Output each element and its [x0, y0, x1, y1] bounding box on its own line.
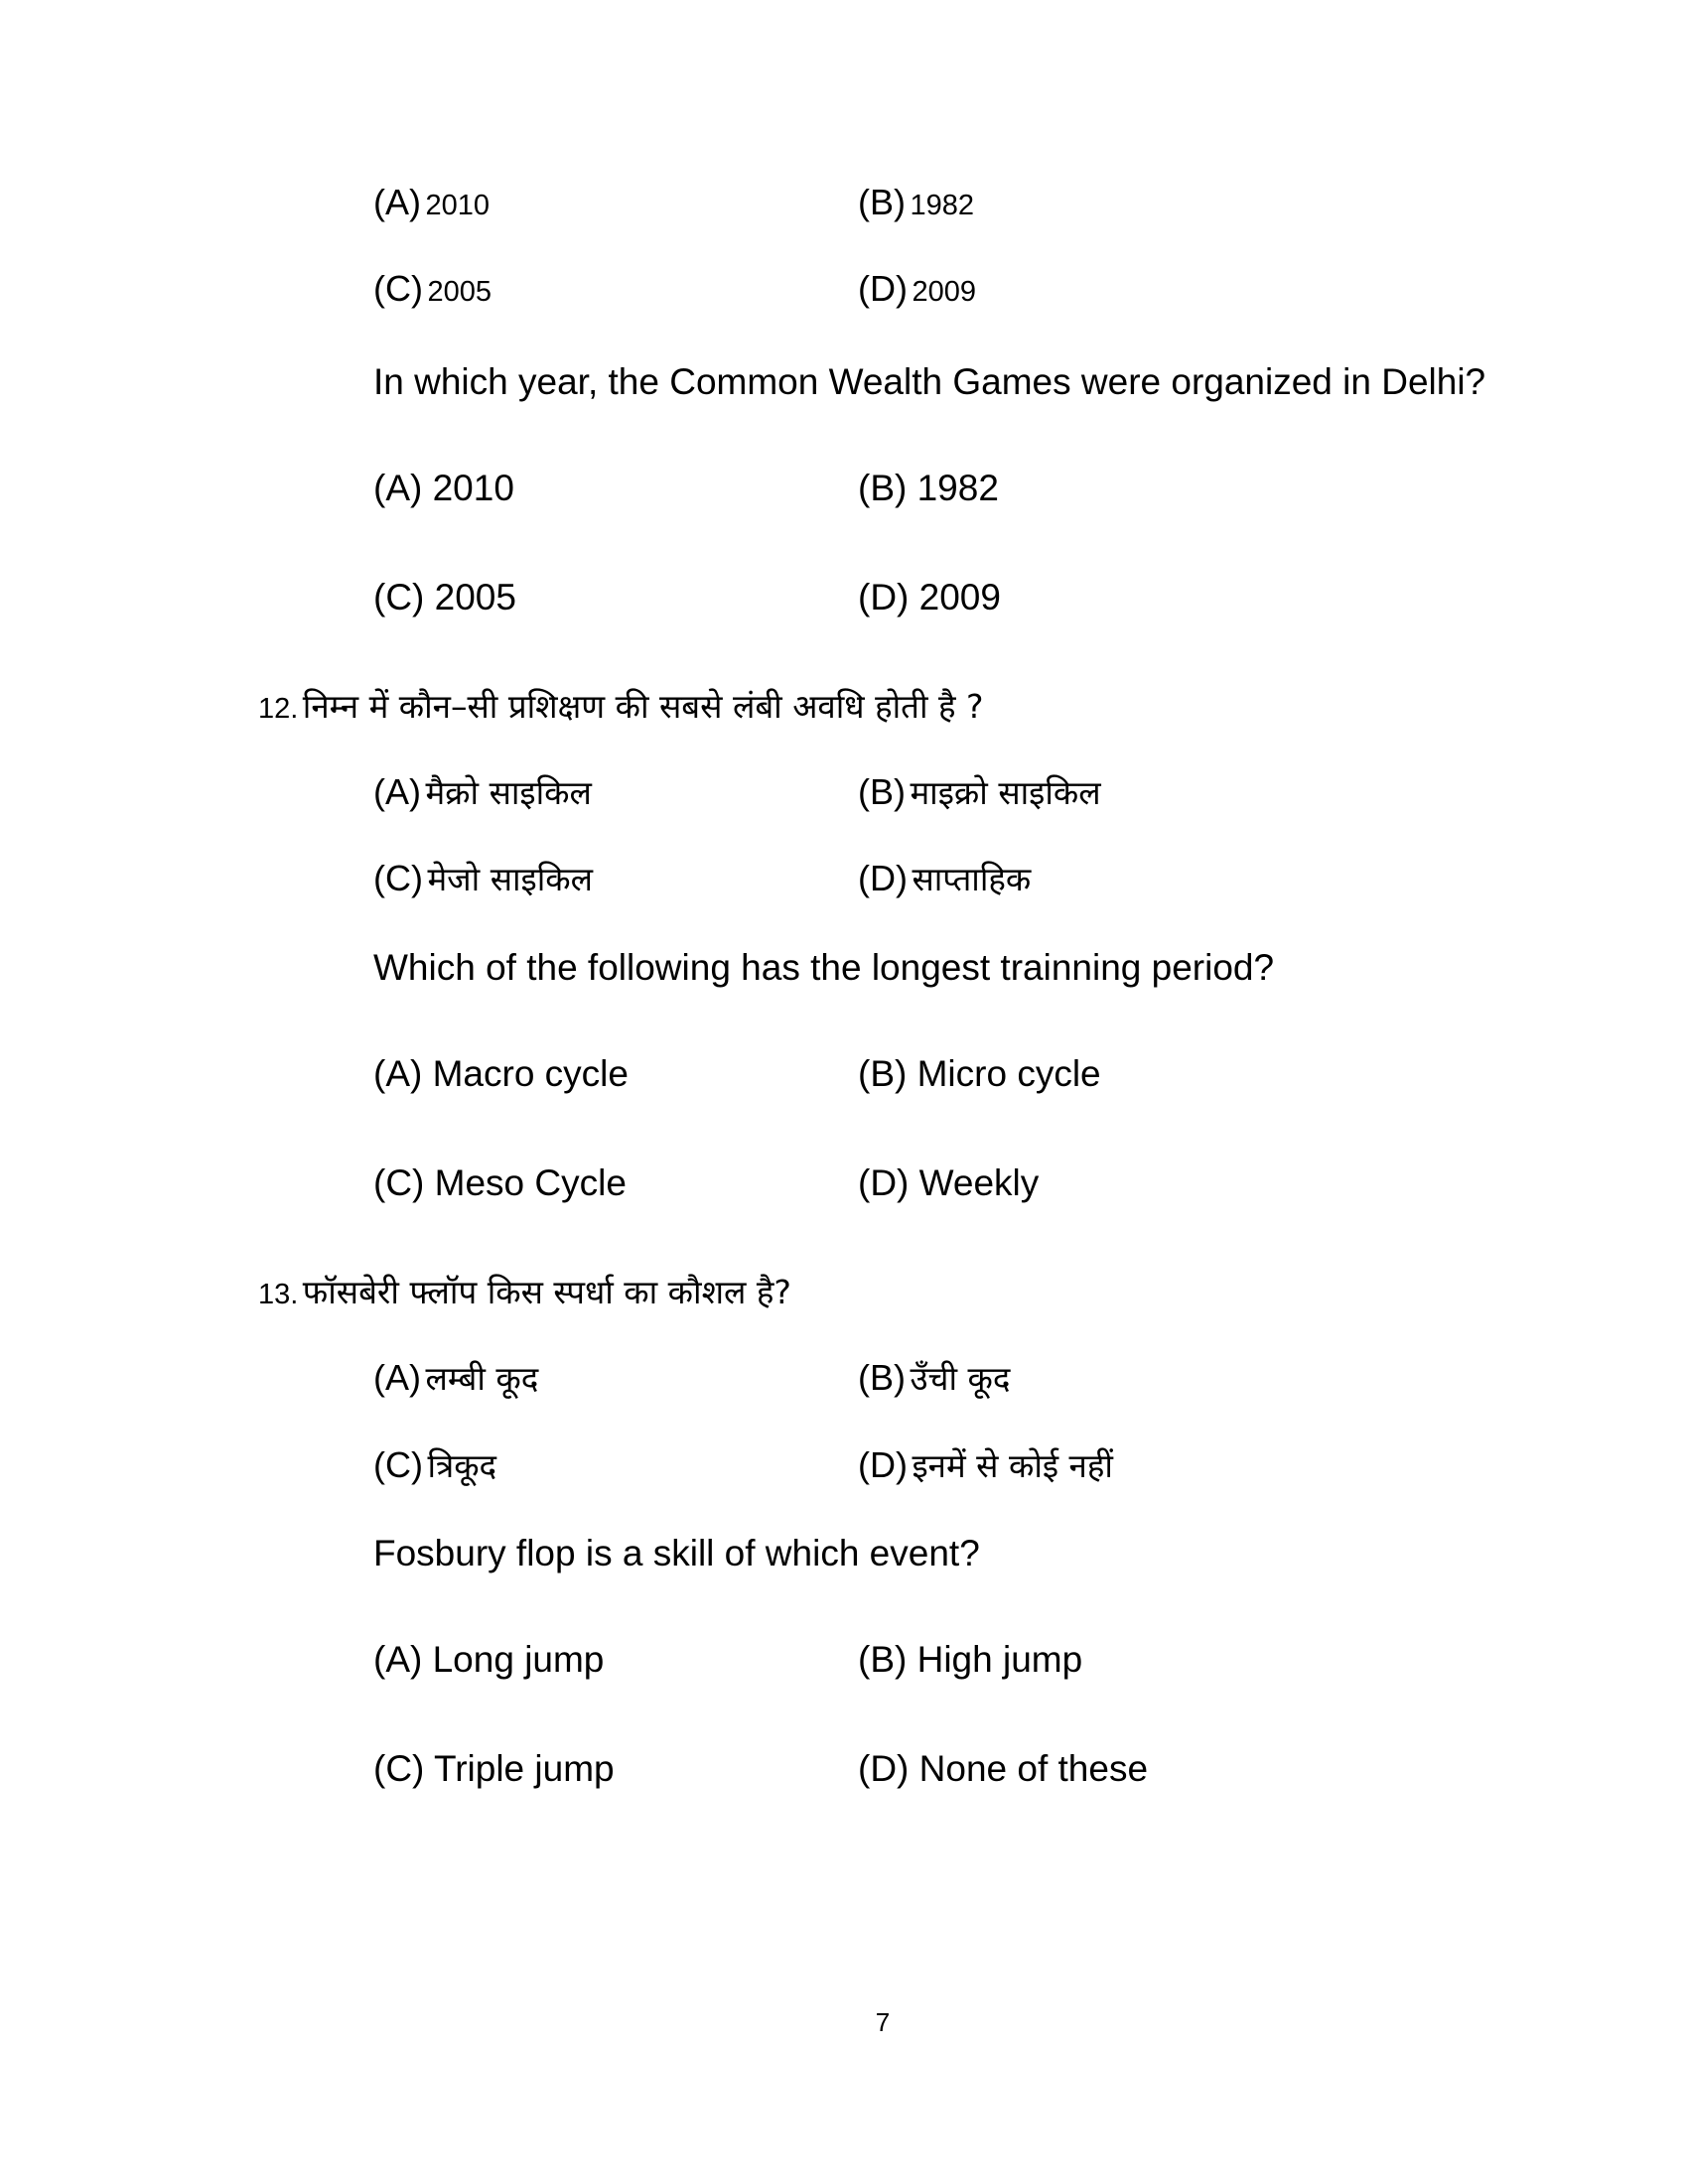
question-number: 12.: [258, 693, 299, 725]
option-b: [858, 1357, 1011, 1398]
question-number: 13.: [258, 1279, 299, 1310]
option-text: मेजो साइकिल: [427, 860, 594, 898]
option-label: (D): [858, 1444, 908, 1485]
option-text: मैक्रो साइकिल: [425, 773, 592, 812]
option-b: [858, 182, 974, 222]
option-row: [0, 1357, 1688, 1420]
option-a: [373, 771, 592, 812]
option-c: (C) Triple jump: [373, 1748, 615, 1789]
option-label: (A): [373, 182, 421, 222]
option-label: (A): [373, 771, 421, 812]
option-d: (D) 2009: [858, 577, 1001, 617]
option-text: साप्ताहिक: [912, 860, 1032, 898]
question-12-hindi: [258, 687, 984, 726]
option-a: (A) 2010: [373, 468, 514, 508]
option-text: त्रिकूद: [427, 1446, 497, 1485]
option-a: [373, 182, 490, 222]
option-c: (C) Meso Cycle: [373, 1162, 627, 1203]
option-row: [0, 579, 1688, 638]
option-text: 2005: [427, 276, 492, 308]
option-b: [858, 771, 1101, 812]
question-text-english: Which of the following has the longest trainning period?: [373, 947, 1275, 988]
option-row: [0, 1750, 1688, 1810]
option-row: [0, 1444, 1688, 1507]
option-c: [373, 1444, 497, 1485]
option-b: (B) Micro cycle: [858, 1053, 1101, 1094]
option-row: [0, 1055, 1688, 1115]
option-a: [373, 1357, 539, 1398]
option-a: (A) Long jump: [373, 1639, 605, 1680]
question-text-english: Fosbury flop is a skill of which event?: [373, 1533, 980, 1573]
option-row: [0, 771, 1688, 834]
option-row: [0, 182, 1688, 244]
option-text: लम्बी कूद: [425, 1359, 539, 1398]
option-label: (B): [858, 182, 906, 222]
option-label: (A): [373, 1357, 421, 1398]
option-label: (B): [858, 1357, 906, 1398]
option-text: उँची कूद: [910, 1359, 1011, 1398]
option-text: इनमें से कोई नहीं: [912, 1446, 1113, 1485]
option-label: (C): [373, 268, 423, 309]
option-text: 1982: [910, 190, 974, 221]
question-text-hindi: निम्न में कौन–सी प्रशिक्षण की सबसे लंबी अवधि होती है ?: [302, 687, 984, 726]
option-a: (A) Macro cycle: [373, 1053, 629, 1094]
option-row: [0, 470, 1688, 529]
option-row: [0, 268, 1688, 331]
option-text: 2010: [425, 190, 490, 221]
option-c: [373, 858, 594, 898]
option-text: माइक्रो साइकिल: [910, 773, 1101, 812]
option-label: (C): [373, 1444, 423, 1485]
option-d: [858, 268, 976, 309]
option-row: [0, 1641, 1688, 1701]
option-b: (B) 1982: [858, 468, 999, 508]
option-label: (C): [373, 858, 423, 898]
option-c: [373, 268, 492, 309]
option-row: [0, 1164, 1688, 1224]
question-text-english: In which year, the Common Wealth Games were organized in Delhi?: [373, 361, 1486, 402]
question-13-hindi: [258, 1273, 791, 1311]
question-text-hindi: फॉसबेरी फ्लॉप किस स्पर्धा का कौशल है?: [302, 1273, 791, 1311]
option-d: (D) None of these: [858, 1748, 1149, 1789]
option-label: (B): [858, 771, 906, 812]
option-c: (C) 2005: [373, 577, 516, 617]
page-number: 7: [875, 2007, 891, 2037]
option-label: (D): [858, 268, 908, 309]
option-b: (B) High jump: [858, 1639, 1083, 1680]
option-d: [858, 858, 1032, 898]
option-label: (D): [858, 858, 908, 898]
option-row: [0, 858, 1688, 920]
option-d: [858, 1444, 1113, 1485]
option-text: 2009: [912, 276, 976, 308]
option-d: (D) Weekly: [858, 1162, 1040, 1203]
